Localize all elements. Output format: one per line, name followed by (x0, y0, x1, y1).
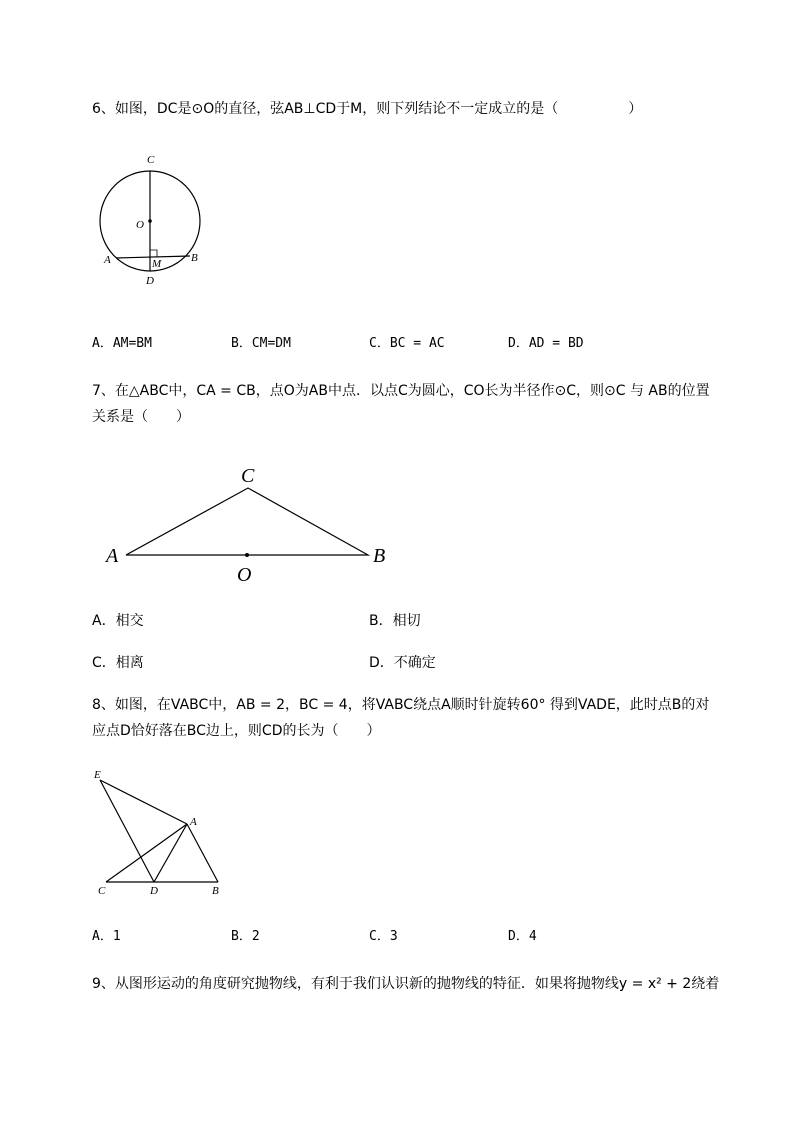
q6-stem: 6、如图，DC是⊙O的直径，弦AB⊥CD于M，则下列结论不一定成立的是（ ） (92, 101, 643, 117)
q6-option-b: B．CM=DM (231, 336, 291, 351)
q7-label-b: B (373, 545, 386, 567)
q6-center-dot (148, 219, 152, 223)
q6-label-b: B (191, 252, 198, 264)
q7-option-c: C．相离 (92, 655, 144, 671)
q8-option-b: B．2 (231, 929, 260, 944)
q7-stem-line2: 关系是（ ） (92, 409, 190, 425)
q8-stem-line1: 8、如图，在VABC中，AB = 2，BC = 4，将VABC绕点A顺时针旋转60° 得到VADE，此时点B的对 (92, 697, 710, 713)
q6-right-angle-mark (150, 250, 157, 257)
q8-option-a: A．1 (92, 929, 121, 944)
q6-label-a: A (104, 254, 111, 266)
q6-label-m: M (152, 258, 162, 270)
q8-segment-ca (106, 824, 187, 882)
q7-stem-line1: 7、在△ABC中，CA = CB，点O为AB中点．以点C为圆心，CO长为半径作⊙C，则⊙C 与 AB的位置 (92, 383, 710, 399)
q6-option-a: A．AM=BM (92, 336, 152, 351)
q8-stem-line2: 应点D恰好落在BC边上，则CD的长为（ ） (92, 723, 381, 739)
q8-option-c: C．3 (369, 929, 398, 944)
q8-label-b: B (212, 885, 219, 897)
q8-label-d: D (150, 885, 158, 897)
q7-label-o: O (237, 564, 252, 586)
q6-label-o: O (136, 219, 144, 231)
q7-label-a: A (106, 545, 119, 567)
q8-label-a: A (190, 816, 197, 828)
q7-label-c: C (241, 465, 255, 487)
q6-label-d: D (146, 275, 154, 287)
q7-figure (100, 458, 400, 588)
q6-option-d: D．AD = BD (508, 336, 584, 351)
q6-figure (92, 148, 222, 293)
q7-option-b: B．相切 (369, 613, 421, 629)
q8-label-e: E (94, 769, 101, 781)
q6-label-c: C (147, 154, 155, 166)
q8-figure (90, 765, 230, 900)
q8-label-c: C (98, 885, 106, 897)
q9-stem-line1: 9、从图形运动的角度研究抛物线，有利于我们认识新的抛物线的特征．如果将抛物线y = x² + 2绕着 (92, 976, 720, 992)
q6-option-c: C．BC = AC (369, 336, 445, 351)
q8-option-d: D．4 (508, 929, 537, 944)
q8-segment-ea (100, 780, 187, 824)
q7-option-a: A．相交 (92, 613, 144, 629)
q8-segment-ab (187, 824, 218, 882)
q8-segment-ad (154, 824, 187, 882)
q7-option-d: D．不确定 (369, 655, 436, 671)
q7-triangle (126, 488, 368, 555)
q7-midpoint-o (245, 553, 249, 557)
